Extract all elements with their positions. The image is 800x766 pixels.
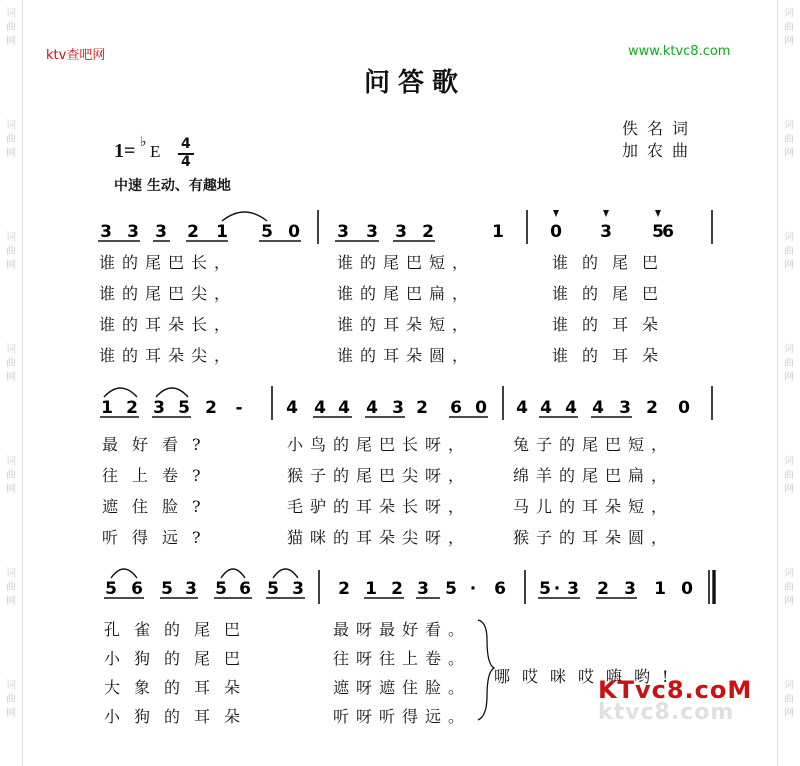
watermark-char: 词: [6, 8, 16, 19]
note-digit: 2: [205, 398, 217, 418]
accent-mark: [655, 210, 661, 217]
lyric-line: 谁的耳朵长，: [99, 315, 238, 334]
lyric-line: 谁的耳朵: [552, 346, 673, 365]
notation-row-3: [104, 569, 693, 599]
note-digit: 6: [494, 579, 506, 599]
note-digit: 3: [185, 579, 197, 599]
watermark-char: 曲: [6, 694, 16, 705]
site-name-left[interactable]: ktv查吧网: [46, 48, 106, 63]
site-logo-shadow: ktvc8.com: [598, 700, 735, 725]
lyric-line: 马儿的耳朵短，: [513, 497, 675, 516]
note-digit: 0: [681, 579, 693, 599]
watermark-char: 网: [784, 260, 794, 271]
note-digit: 3: [624, 579, 636, 599]
slur: [222, 212, 267, 221]
watermark-char: 网: [6, 148, 16, 159]
watermark-char: 曲: [784, 694, 794, 705]
note-digit: 6: [450, 398, 462, 418]
slur: [156, 388, 188, 397]
site-logo: KTvc8.coM: [598, 676, 753, 704]
note-digit: 5: [267, 579, 279, 599]
note-digit: 2: [187, 222, 199, 242]
watermark-char: 曲: [784, 470, 794, 481]
watermark-char: 曲: [6, 358, 16, 369]
lyric-line: 谁的尾巴尖，: [99, 284, 238, 303]
lyric-line: 绵羊的尾巴扁，: [513, 466, 675, 485]
note-digit: 5: [261, 222, 273, 242]
site-url-right[interactable]: www.ktvc8.com: [628, 44, 731, 59]
slur: [111, 569, 137, 578]
lyric-line: 小狗的耳朵: [104, 707, 255, 726]
note-digit: 1: [216, 222, 228, 242]
note-digit: 4: [540, 398, 552, 418]
note-digit: 0: [288, 222, 300, 242]
lyric-line: 谁的尾巴: [552, 253, 673, 272]
watermark-char: 词: [784, 680, 794, 691]
note-digit: 5: [652, 222, 664, 242]
watermark-char: 曲: [6, 22, 16, 33]
lyric-line: 小鸟的尾巴长呀，: [287, 435, 472, 454]
note-digit: 4: [338, 398, 350, 418]
watermark-char: 网: [6, 36, 16, 47]
time-signature-top: 4: [181, 136, 191, 152]
watermark-char: 网: [6, 484, 16, 495]
accent-mark: [603, 210, 609, 217]
refrain-brace: [478, 620, 494, 720]
slur: [104, 388, 137, 397]
lyric-line: 谁的尾巴扁，: [337, 284, 476, 303]
note-digit: 1: [101, 398, 113, 418]
lyric-line: 谁的耳朵尖，: [99, 346, 238, 365]
lyric-line: 兔子的尾巴短，: [513, 435, 675, 454]
lyric-line: 遮住脸?: [102, 497, 215, 516]
note-digit: ·: [469, 579, 477, 599]
watermark-char: 网: [784, 708, 794, 719]
note-digit: 1: [654, 579, 666, 599]
note-digit: 2: [646, 398, 658, 418]
watermark-char: 词: [784, 568, 794, 579]
note-digit: 0: [550, 222, 562, 242]
note-digit: 5: [105, 579, 117, 599]
lyric-line: 往上卷?: [102, 466, 215, 485]
note-digit: 4: [565, 398, 577, 418]
accent-mark: [553, 210, 559, 217]
flat-sign: ♭: [140, 134, 147, 150]
watermark-char: 曲: [784, 134, 794, 145]
watermark-char: 词: [784, 8, 794, 19]
watermark-char: 网: [784, 372, 794, 383]
note-digit: 0: [475, 398, 487, 418]
watermark-char: 词: [6, 344, 16, 355]
watermark-char: 曲: [6, 134, 16, 145]
watermark-char: 网: [6, 596, 16, 607]
note-digit: 3: [292, 579, 304, 599]
watermark-char: 词: [784, 456, 794, 467]
watermark-char: 曲: [784, 358, 794, 369]
watermark-char: 曲: [784, 582, 794, 593]
note-digit: 5: [178, 398, 190, 418]
watermark-char: 曲: [784, 22, 794, 33]
note-digit: 3: [392, 398, 404, 418]
note-digit: 3: [127, 222, 139, 242]
note-digit: 4: [314, 398, 326, 418]
watermark-char: 曲: [6, 470, 16, 481]
note-digit: 3: [155, 222, 167, 242]
lyric-line: 猴子的耳朵圆，: [513, 528, 675, 547]
watermark-char: 词: [6, 568, 16, 579]
note-digit: 4: [516, 398, 528, 418]
note-digit: 5: [215, 579, 227, 599]
note-digit: 4: [366, 398, 378, 418]
lyric-line: 谁的尾巴短，: [337, 253, 476, 272]
watermark-char: 网: [6, 708, 16, 719]
note-digit: 6: [662, 222, 674, 242]
note-digit: 3: [100, 222, 112, 242]
lyric-line: 大象的耳朵: [104, 678, 255, 697]
note-digit: 3: [567, 579, 579, 599]
lyric-line: 谁的耳朵: [552, 315, 673, 334]
lyric-line: 听呀听得远。: [333, 707, 472, 726]
note-digit: 1: [492, 222, 504, 242]
watermark-char: 网: [784, 148, 794, 159]
note-digit: ·: [553, 579, 561, 599]
watermark-char: 曲: [784, 246, 794, 257]
watermark-char: 词: [784, 232, 794, 243]
note-digit: 2: [338, 579, 350, 599]
watermark-char: 网: [784, 36, 794, 47]
note-digit: 3: [600, 222, 612, 242]
note-digit: 2: [422, 222, 434, 242]
note-digit: 1: [365, 579, 377, 599]
note-digit: 6: [131, 579, 143, 599]
lyric-line: 猫咪的耳朵尖呀，: [287, 528, 472, 547]
lyric-line: 遮呀遮住脸。: [333, 678, 472, 697]
key-signature: 1=: [114, 140, 136, 162]
note-digit: 3: [153, 398, 165, 418]
note-digit: -: [235, 398, 243, 418]
watermark-char: 网: [6, 260, 16, 271]
note-digit: 2: [416, 398, 428, 418]
watermark-char: 曲: [6, 246, 16, 257]
slur: [221, 569, 245, 578]
note-digit: 3: [366, 222, 378, 242]
note-digit: 3: [417, 579, 429, 599]
note-digit: 4: [592, 398, 604, 418]
lyric-line: 猴子的尾巴尖呀，: [287, 466, 472, 485]
lyric-line: 孔雀的尾巴: [104, 620, 255, 639]
note-digit: 6: [239, 579, 251, 599]
watermark-char: 词: [784, 344, 794, 355]
watermark-char: 词: [6, 232, 16, 243]
lyric-line: 听得远?: [102, 528, 215, 547]
note-digit: 3: [337, 222, 349, 242]
note-digit: 3: [395, 222, 407, 242]
watermark-char: 网: [6, 372, 16, 383]
lyric-line: 谁的耳朵短，: [337, 315, 476, 334]
song-title: 问答歌: [363, 68, 466, 98]
note-digit: 4: [286, 398, 298, 418]
time-signature-bottom: 4: [181, 154, 191, 170]
watermark-char: 词: [6, 680, 16, 691]
lyric-line: 小狗的尾巴: [104, 649, 255, 668]
lyricist-credit: 佚名词: [622, 119, 698, 138]
note-digit: 2: [126, 398, 138, 418]
lyric-line: 谁的耳朵圆，: [337, 346, 476, 365]
note-digit: 0: [678, 398, 690, 418]
watermark-char: 曲: [6, 582, 16, 593]
lyric-line: 谁的尾巴: [552, 284, 673, 303]
watermark-char: 词: [6, 456, 16, 467]
watermark-char: 词: [6, 120, 16, 131]
notation-row-2: [100, 388, 690, 418]
note-digit: 3: [619, 398, 631, 418]
slur: [273, 569, 298, 578]
key-letter: E: [150, 142, 161, 161]
note-digit: 2: [597, 579, 609, 599]
notation-row-1: [98, 210, 674, 242]
note-digit: 2: [391, 579, 403, 599]
note-digit: 5: [161, 579, 173, 599]
refrain-lyric: 哪哎咪哎嗨哟!: [494, 667, 681, 686]
lyric-line: 谁的尾巴长，: [99, 253, 238, 272]
lyric-line: 最呀最好看。: [333, 620, 472, 639]
lyric-line: 毛驴的耳朵长呀，: [287, 497, 472, 516]
watermark-char: 词: [784, 120, 794, 131]
note-digit: 5: [539, 579, 551, 599]
tempo-marking: 中速 生动、有趣地: [114, 178, 231, 194]
lyric-line: 最好看?: [102, 435, 215, 454]
watermark-char: 网: [784, 484, 794, 495]
note-digit: 5: [445, 579, 457, 599]
composer-credit: 加农曲: [622, 141, 698, 160]
lyric-line: 往呀往上卷。: [333, 649, 472, 668]
watermark-char: 网: [784, 596, 794, 607]
